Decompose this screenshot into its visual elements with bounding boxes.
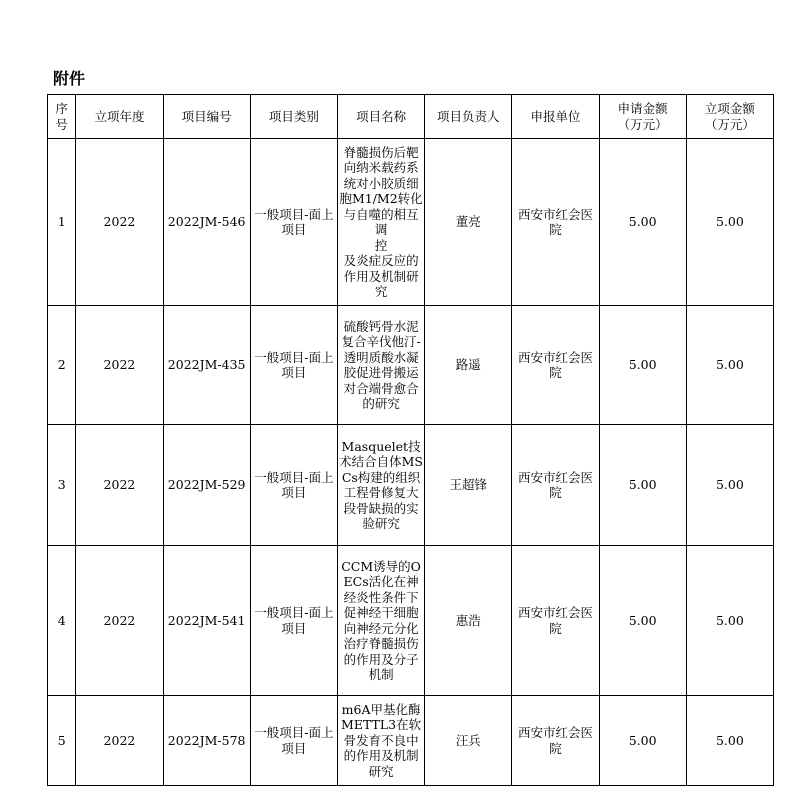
cell-unit: 西安市红会医院 — [512, 696, 599, 786]
project-table — [47, 94, 774, 786]
cell-name: CCM诱导的OECs活化在神经炎性条件下促神经干细胞向神经元分化治疗脊髓损伤的作用及分子机制 — [337, 546, 424, 696]
cell-approved: 5.00 — [686, 425, 773, 546]
header-name: 项目名称 — [337, 95, 424, 139]
table-row — [48, 425, 774, 546]
cell-category: 一般项目-面上项目 — [250, 139, 337, 306]
cell-code: 2022JM-435 — [163, 306, 250, 425]
cell-seq: 2 — [48, 306, 76, 425]
cell-seq: 5 — [48, 696, 76, 786]
cell-category: 一般项目-面上项目 — [250, 425, 337, 546]
cell-leader: 王超锋 — [425, 425, 512, 546]
header-leader: 项目负责人 — [425, 95, 512, 139]
cell-unit: 西安市红会医院 — [512, 306, 599, 425]
cell-code: 2022JM-578 — [163, 696, 250, 786]
page-title: 附件 — [53, 69, 86, 88]
cell-apply: 5.00 — [599, 546, 686, 696]
cell-apply: 5.00 — [599, 139, 686, 306]
cell-seq: 1 — [48, 139, 76, 306]
header-category: 项目类别 — [250, 95, 337, 139]
header-approved: 立项金额 （万元） — [686, 95, 773, 139]
cell-category: 一般项目-面上项目 — [250, 696, 337, 786]
table-row — [48, 696, 774, 786]
header-apply: 申请金额 （万元） — [599, 95, 686, 139]
cell-leader: 惠浩 — [425, 546, 512, 696]
cell-approved: 5.00 — [686, 306, 773, 425]
cell-leader: 董亮 — [425, 139, 512, 306]
cell-year: 2022 — [76, 425, 163, 546]
header-seq: 序 号 — [48, 95, 76, 139]
table-header-row — [48, 95, 774, 139]
header-unit: 申报单位 — [512, 95, 599, 139]
cell-code: 2022JM-529 — [163, 425, 250, 546]
cell-unit: 西安市红会医院 — [512, 425, 599, 546]
cell-year: 2022 — [76, 696, 163, 786]
cell-apply: 5.00 — [599, 306, 686, 425]
cell-year: 2022 — [76, 306, 163, 425]
cell-seq: 4 — [48, 546, 76, 696]
cell-name: Masquelet技术结合自体MSCs构建的组织工程骨修复大段骨缺损的实验研究 — [337, 425, 424, 546]
cell-apply: 5.00 — [599, 425, 686, 546]
cell-unit: 西安市红会医院 — [512, 546, 599, 696]
cell-apply: 5.00 — [599, 696, 686, 786]
cell-name: 脊髓损伤后靶向纳米载药系统对小胶质细胞M1/M2转化与自噬的相互调 控 及炎症反应的作用及机制研究 — [337, 139, 424, 306]
cell-code: 2022JM-546 — [163, 139, 250, 306]
cell-year: 2022 — [76, 546, 163, 696]
table-row — [48, 546, 774, 696]
cell-name: m6A甲基化酶METTL3在软骨发育不良中的作用及机制研究 — [337, 696, 424, 786]
cell-unit: 西安市红会医院 — [512, 139, 599, 306]
cell-approved: 5.00 — [686, 546, 773, 696]
cell-approved: 5.00 — [686, 696, 773, 786]
table-row — [48, 139, 774, 306]
cell-code: 2022JM-541 — [163, 546, 250, 696]
cell-name: 硫酸钙骨水泥复合辛伐他汀-透明质酸水凝胶促进骨搬运对合端骨愈合的研究 — [337, 306, 424, 425]
cell-year: 2022 — [76, 139, 163, 306]
cell-leader: 路遥 — [425, 306, 512, 425]
header-year: 立项年度 — [76, 95, 163, 139]
cell-seq: 3 — [48, 425, 76, 546]
cell-category: 一般项目-面上项目 — [250, 306, 337, 425]
cell-category: 一般项目-面上项目 — [250, 546, 337, 696]
cell-leader: 汪兵 — [425, 696, 512, 786]
table-row — [48, 306, 774, 425]
cell-approved: 5.00 — [686, 139, 773, 306]
header-code: 项目编号 — [163, 95, 250, 139]
